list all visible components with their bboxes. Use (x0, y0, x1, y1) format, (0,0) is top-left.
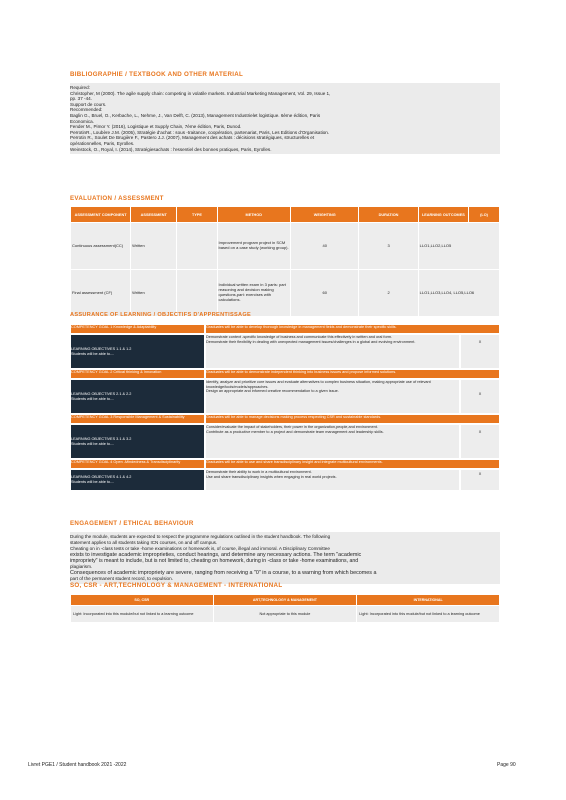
goal-text: Graduates will be able to use and share transdisciplinary insight and integrate multicultural environments. (205, 459, 500, 469)
biblio-line: Fender M., Pimor Y. (2016), Logistique et Supply Chain, 7ème édition, Paris, Dunod. (70, 124, 242, 130)
engagement-line: During the module, students are expected to respect the programme regulations outlined in the student handbook. The following (70, 534, 331, 539)
objective-subtitle: Students will be able to.... (71, 351, 115, 356)
col-header: TYPE (177, 207, 217, 223)
biblio-line: Recommended: (70, 107, 103, 113)
cell-weighting: 40 (290, 223, 358, 270)
table-row (71, 223, 500, 270)
cell-assessment: Written (131, 270, 177, 317)
goal-text: Graduates will be able to develop thorough knowledge in management fields and demonstrate their specific skills. (205, 324, 500, 334)
goal-row (70, 414, 500, 424)
col-header: LEARNING OUTCOMES (418, 207, 468, 223)
objective-subtitle: Students will be able to.... (71, 396, 115, 401)
objective-item: Demonstrate their ability to work in a multicultural environment. (206, 470, 312, 474)
objective-item: Demonstrate context -specific knowledge of business and communicate this effectively in written and oral form. (206, 335, 393, 339)
biblio-line: Economica. (70, 118, 95, 124)
objective-mark: X (460, 469, 500, 491)
cell-type (177, 223, 217, 270)
objective-row (70, 379, 500, 414)
cell-duration: 3 (359, 223, 418, 270)
biblio-line: opérationnelles, Paris, Eyrolles. (70, 140, 135, 146)
soc-cell: Not appropriate to this module (213, 606, 357, 623)
objective-row (70, 334, 500, 369)
engagement-line: part of the permanent student record, to expulsion. (70, 576, 173, 581)
objective-mark: X (460, 424, 500, 459)
biblio-line: Support de cours. (70, 101, 107, 107)
objective-item: Identify, analyze and prioritize core issues and evaluate alternatives to complex business situation, making appropriate use of relevant knowledge/tools/models/approaches. (206, 380, 431, 389)
biblio-line: Christopher, M (2000). The agile supply chain: competing in volatile markets. Industrial Marketing Management, Vol. 29, Issue 1, (70, 90, 331, 96)
cell-weighting: 60 (290, 270, 358, 317)
objective-items (205, 334, 460, 369)
soc-title: SO, CSR - ART,TECHNOLOGY & MANAGEMENT - INTERNATIONAL (70, 582, 283, 589)
col-header: SO, CSR (71, 595, 214, 606)
engagement-line: plagiarism. (70, 564, 93, 569)
goal-row (70, 324, 500, 334)
table-row (71, 606, 500, 623)
goal-label: COMPETENCY GOAL 1 Knowledge & Adaptability (70, 324, 205, 334)
biblio-line: pp. 37 -44. (70, 96, 92, 102)
engagement-line: Consequences of academic impropriety are severe, ranging from receiving a "0" in a course, to a warning from which becomes a (70, 570, 377, 576)
biblio-line: PerrotinR., Loubère J.M. (2005), Stratégie d'achat : sous -traitance, coopération, partenariat, Paris, Les Editions d'Organisation. (70, 129, 330, 135)
col-header: DURATION (359, 207, 418, 223)
objective-items (205, 424, 460, 459)
objective-item: Contribute as a productive member to a project and demonstrate team management and leadership skills. (206, 429, 384, 434)
objective-item: Use and share transdisciplinary insights when engaging in real world projects. (206, 474, 337, 479)
bibliography-box (70, 83, 500, 154)
engagement-line: impropriety" is meant to include, but is not limited to, cheating on homework, during in -class or take -home examinations, and (70, 558, 359, 564)
aol-grid (70, 324, 500, 491)
evaluation-table (70, 206, 500, 317)
col-header: WEIGHTING (290, 207, 358, 223)
evaluation-title: EVALUATION / ASSESSMENT (70, 195, 164, 202)
soc-cell: Light: Incorporated into this module/but not linked to a learning outcome (357, 606, 500, 623)
objective-items (205, 469, 460, 491)
objective-label (70, 379, 205, 414)
goal-text: Graduates will be able to manage decisions making process respecting CSR and sustainable standards. (205, 414, 500, 424)
objective-items (205, 379, 460, 414)
col-header: ASSESSMENT COMPONENT (71, 207, 131, 223)
objective-label (70, 334, 205, 369)
objective-label (70, 469, 205, 491)
engagement-line: statement applies to all students taking ICN courses, on and off campus. (70, 540, 218, 545)
col-header: (LO) (469, 207, 500, 223)
engagement-line: exists to investigate academic improprieties, conduct hearings, and determine any necessary actions. The term "academic (70, 552, 362, 558)
biblio-line: Required: (70, 85, 90, 90)
aol-title: ASSURANCE OF LEARNING / OBJECTIFS D'APPRENTISSAGE (70, 312, 252, 318)
objective-label (70, 424, 205, 459)
goal-row (70, 369, 500, 379)
objective-item: Design an appropriate and informed creative recommendation to a given issue. (206, 389, 339, 394)
objective-subtitle: Students will be able to.... (71, 441, 115, 446)
goal-label: COMPETENCY GOAL 2 Critical thinking & Innovation (70, 369, 205, 379)
objective-title: LEARNING OBJECTIVES 1.1 & 1.2 (71, 347, 132, 351)
col-header: ASSESSMENT (131, 207, 177, 223)
col-header: METHOD (217, 207, 290, 223)
biblio-line: Baglin G., Bruel, O., Kerbache, L., Nehme, J., Van Delft, C. (2013), Management Industrielet logistique. 6ème édition, Paris (70, 112, 321, 118)
objective-item: Consider/evaluate the impact of stakeholders, their power in the organization,people,and environment. (206, 425, 378, 429)
biblio-line: Perrotin R., Soulet De Brugière F., Pastero J.J. (2007), Management des achats : décisions stratégiques, structurelles et (70, 135, 315, 141)
cell-lo: LLO1,LLO2,LLO5 (418, 223, 499, 270)
cell-component: Continuous assessment(CC) (71, 223, 131, 270)
objective-title: LEARNING OBJECTIVES 3.1 & 3.2 (71, 437, 132, 441)
page-number: Page 90 (497, 762, 516, 768)
objective-row (70, 469, 500, 491)
soc-table (70, 594, 500, 623)
soc-header-row (71, 595, 500, 606)
engagement-title: ENGAGEMENT / ETHICAL BEHAVIOUR (70, 520, 194, 527)
goal-label: COMPETENCY GOAL 3 Responsible Management & Sustainability (70, 414, 205, 424)
objective-mark: X (460, 334, 500, 369)
goal-text: Graduates will be able to demonstrate independent thinking into business issues and propose informed solutions. (205, 369, 500, 379)
cell-type (177, 270, 217, 317)
engagement-box (70, 532, 500, 584)
objective-item: Demonstrate their flexibility in dealing with unexpected management issues/challenges in a global and evolving environment. (206, 339, 416, 344)
footer-left: Livret PGE1 / Student handbook 2021 -2022 (28, 762, 127, 768)
cell-duration: 2 (359, 270, 418, 317)
objective-mark: X (460, 379, 500, 414)
objective-subtitle: Students will be able to.... (71, 479, 115, 484)
cell-method: Improvement program project in SCM based on a case study (working group). (217, 223, 290, 270)
objective-title: LEARNING OBJECTIVES 2.1 & 2.2 (71, 392, 132, 396)
goal-label: COMPETENCY GOAL 4 Open -Mindedness & Transdisciplinarity (70, 459, 205, 469)
soc-cell: Light: Incorporated into this module/but not linked to a learning outcome (71, 606, 214, 623)
evaluation-header-row (71, 207, 500, 223)
objective-row (70, 424, 500, 459)
cell-method: Individual written exam in 3 parts: part reasoning and decision making questions,part: exercises with calculations. (217, 270, 290, 317)
objective-title: LEARNING OBJECTIVES 4.1 & 4.2 (71, 475, 132, 479)
col-header: INTERNATIONAL (357, 595, 500, 606)
bibliography-title: BIBLIOGRAPHIE / TEXTBOOK AND OTHER MATERIAL (70, 71, 244, 78)
cell-assessment: Written (131, 223, 177, 270)
cell-lo: LLO1,LLO3,LLO4, LLO5,LLO6 (418, 270, 499, 317)
table-row (71, 270, 500, 317)
col-header: ART,TECHNOLOGY & MANAGEMENT (213, 595, 357, 606)
engagement-line: Cheating on in -class tests or take -home examinations or homework is, of course, illegal and immoral. A Disciplinary Committee (70, 546, 330, 551)
biblio-line: Weinstock, O., Royal, I. (2014), Stratégiesachats : l'essentiel des bonnes pratiques, Paris, Eyrolles. (70, 146, 272, 152)
cell-component: Final assessment (CF) (71, 270, 131, 317)
goal-row (70, 459, 500, 469)
